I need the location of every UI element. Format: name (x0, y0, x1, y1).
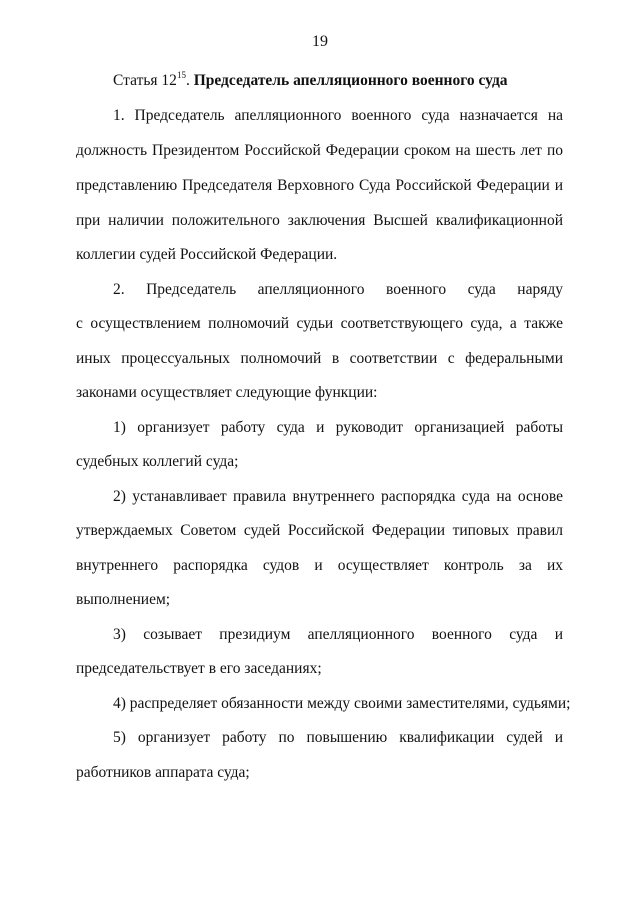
paragraph-1-line-3: представлению Председателя Верховного Суда Российской Федерации и (76, 177, 563, 194)
paragraph-2-line-4: законами осуществляет следующие функции: (76, 384, 378, 401)
item-2-line-2: утверждаемых Советом судей Российской Федерации типовых правил (76, 522, 563, 539)
paragraph-2-line-3: иных процессуальных полномочий в соответствии с федеральными (76, 350, 563, 367)
item-5-line-1: 5) организует работу по повышению квалификации судей и (113, 729, 563, 746)
article-number: Статья 12 (113, 72, 177, 89)
item-4-line-1: 4) распределяет обязанности между своими заместителями, судьями; (113, 695, 571, 712)
item-5-line-2: работников аппарата суда; (76, 764, 250, 781)
paragraph-2-line-1: 2. Председатель апелляционного военного суда наряду (113, 281, 563, 298)
item-2-line-3: внутреннего распорядка судов и осуществляет контроль за их (76, 557, 563, 574)
item-2-line-4: выполнением; (76, 591, 171, 608)
item-3-line-1: 3) созывает президиум апелляционного военного суда и (113, 626, 563, 643)
article-title: Председатель апелляционного военного суда (193, 72, 508, 89)
article-superscript: 15 (176, 70, 186, 80)
paragraph-1-line-2: должность Президентом Российской Федерации сроком на шесть лет по (76, 142, 563, 159)
article-dot: . (185, 72, 190, 89)
item-2-line-1: 2) устанавливает правила внутреннего распорядка суда на основе (113, 488, 563, 505)
paragraph-1-line-4: при наличии положительного заключения Высшей квалификационной (76, 212, 563, 229)
item-1-line-1: 1) организует работу суда и руководит организацией работы (113, 419, 563, 436)
item-1-line-2: судебных коллегий суда; (76, 453, 239, 470)
item-3-line-2: председательствует в его заседаниях; (76, 660, 322, 677)
paragraph-2-line-2: с осуществлением полномочий судьи соответствующего суда, а также (76, 315, 563, 332)
page-number: 19 (312, 33, 328, 50)
article-heading (113, 70, 508, 90)
paragraph-1-line-5: коллегии судей Российской Федерации. (76, 246, 338, 263)
paragraph-1-line-1: 1. Председатель апелляционного военного суда назначается на (113, 107, 563, 124)
